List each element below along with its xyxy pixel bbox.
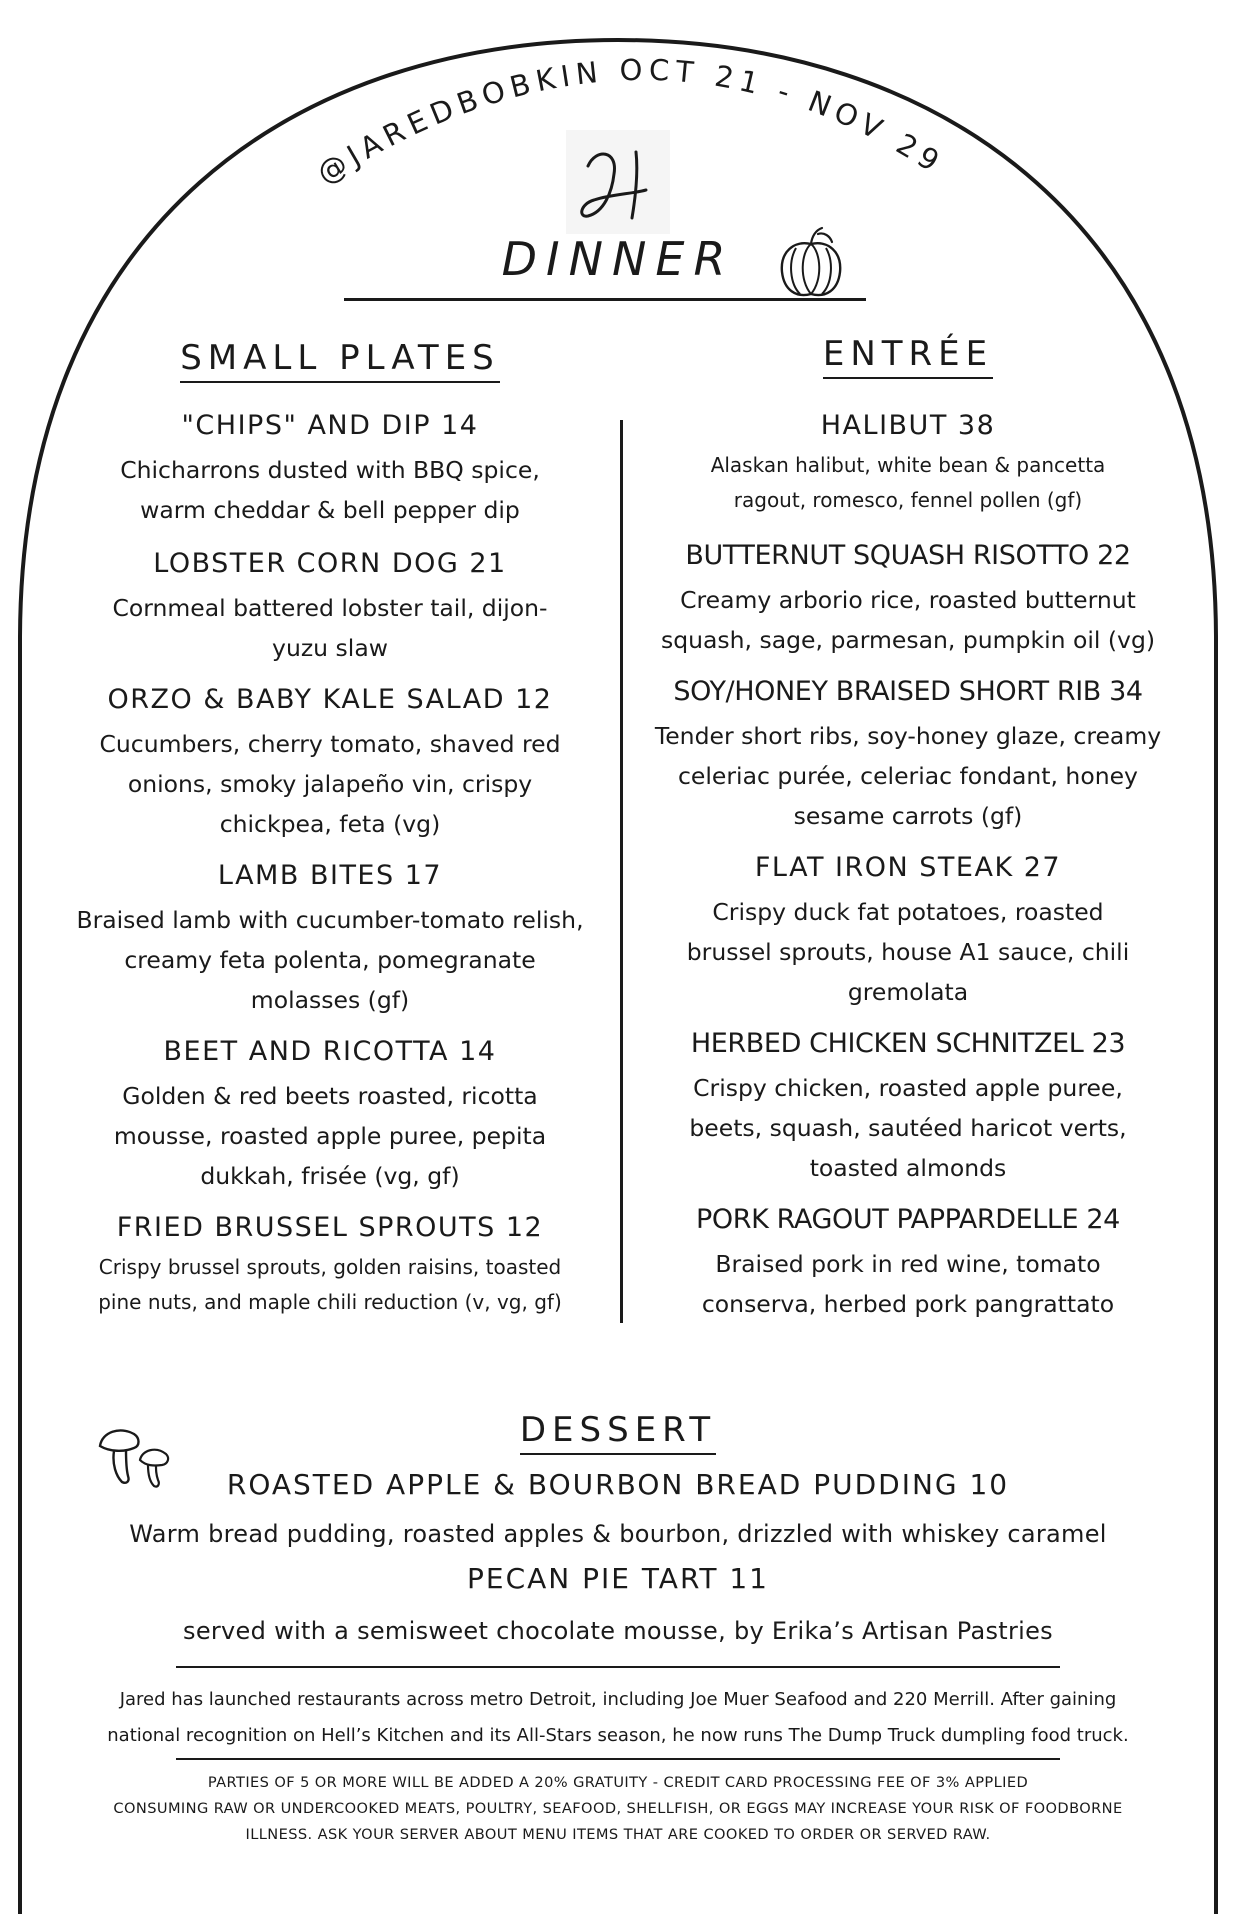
description-line: Crispy brussel sprouts, golden raisins, toasted	[98, 1255, 562, 1279]
menu-item	[50, 858, 610, 1020]
menu-item	[630, 674, 1186, 836]
description-line: dukkah, frisée (vg, gf)	[200, 1162, 460, 1190]
menu-item	[630, 1026, 1186, 1188]
description-line: molasses (gf)	[250, 986, 410, 1014]
item-name: SOY/HONEY BRAISED SHORT RIB 34	[673, 676, 1143, 707]
description-line: Cornmeal battered lobster tail, dijon-	[112, 594, 548, 622]
item-description	[630, 892, 1186, 1012]
description-line: Creamy arborio rice, roasted butternut	[680, 586, 1136, 614]
item-description	[630, 448, 1186, 518]
description-line: toasted almonds	[809, 1154, 1007, 1182]
dessert-heading	[0, 1410, 1236, 1450]
item-name: FRIED BRUSSEL SPROUTS 12	[116, 1212, 544, 1243]
bio-bottom-rule	[176, 1758, 1060, 1760]
description-line: yuzu slaw	[272, 634, 388, 662]
menu-item	[50, 682, 610, 844]
description-line: sesame carrots (gf)	[793, 802, 1023, 830]
small-plates-heading	[50, 338, 630, 378]
description-line: Alaskan halibut, white bean & pancetta	[710, 453, 1106, 477]
item-description	[50, 1076, 610, 1196]
item-name: BUTTERNUT SQUASH RISOTTO 22	[685, 540, 1131, 571]
handle-dates-text: @JAREDBOBKIN OCT 21 - NOV 29	[310, 52, 951, 191]
item-description	[50, 588, 610, 668]
menu-item	[50, 1034, 610, 1196]
item-description	[630, 1244, 1186, 1324]
item-description	[50, 1250, 610, 1320]
description-line: warm cheddar & bell pepper dip	[140, 496, 520, 524]
menu-item	[630, 408, 1186, 518]
bio-line: Jared has launched restaurants across metro Detroit, including Joe Muer Seafood and 220 Merrill. After gaining	[119, 1689, 1117, 1710]
small-plates-list	[50, 408, 610, 1320]
logo-mark-icon	[566, 130, 670, 234]
item-name: BEET AND RICOTTA 14	[163, 1036, 497, 1067]
item-name: FLAT IRON STEAK 27	[754, 852, 1062, 883]
fine-print-line: PARTIES OF 5 OR MORE WILL BE ADDED A 20% GRATUITY - CREDIT CARD PROCESSING FEE OF 3% APPLIED	[207, 1774, 1029, 1791]
small-plates-heading-text: SMALL PLATES	[180, 338, 500, 383]
entree-heading-text: ENTRÉE	[823, 334, 993, 379]
description-line: celeriac purée, celeriac fondant, honey	[678, 762, 1138, 790]
description-line: mousse, roasted apple puree, pepita	[113, 1122, 547, 1150]
fine-print-line: ILLNESS. ASK YOUR SERVER ABOUT MENU ITEMS THAT ARE COOKED TO ORDER OR SERVED RAW.	[245, 1826, 991, 1843]
fine-print	[50, 1770, 1186, 1848]
dessert-heading-text: DESSERT	[520, 1410, 716, 1455]
description-line: Braised lamb with cucumber-tomato relish,	[76, 906, 584, 934]
dessert-item	[70, 1468, 1166, 1501]
description-line: ragout, romesco, fennel pollen (gf)	[733, 488, 1083, 512]
description-line: chickpea, feta (vg)	[219, 810, 441, 838]
entree-list	[630, 408, 1186, 1324]
chef-bio	[60, 1682, 1176, 1754]
menu-item	[50, 1210, 610, 1320]
item-description	[50, 900, 610, 1020]
dinner-title: DINNER	[501, 232, 735, 286]
pumpkin-icon	[774, 222, 848, 302]
item-description	[50, 450, 610, 530]
description-line: conserva, herbed pork pangrattato	[701, 1290, 1115, 1318]
description-line: gremolata	[847, 978, 969, 1006]
description-line: Golden & red beets roasted, ricotta	[122, 1082, 538, 1110]
item-name: PORK RAGOUT PAPPARDELLE 24	[696, 1204, 1120, 1235]
item-name: HALIBUT 38	[820, 410, 996, 441]
dessert-item-description	[70, 1520, 1166, 1548]
description-line: Tender short ribs, soy-honey glaze, creamy	[654, 722, 1162, 750]
menu-item	[630, 850, 1186, 1012]
title-underline	[344, 298, 866, 301]
item-name: ROASTED APPLE & BOURBON BREAD PUDDING 10	[226, 1468, 1010, 1501]
menu-item	[630, 538, 1186, 660]
bio-line: national recognition on Hell’s Kitchen and its All-Stars season, he now runs The Dump Truck dumpling food truck.	[107, 1725, 1129, 1746]
description-line: Cucumbers, cherry tomato, shaved red	[99, 730, 561, 758]
description-line: pine nuts, and maple chili reduction (v, vg, gf)	[98, 1290, 562, 1314]
item-name: PECAN PIE TART 11	[467, 1562, 769, 1595]
item-description: Warm bread pudding, roasted apples & bourbon, drizzled with whiskey caramel	[129, 1520, 1107, 1548]
item-description	[630, 1068, 1186, 1188]
description-line: Crispy chicken, roasted apple puree,	[693, 1074, 1123, 1102]
description-line: creamy feta polenta, pomegranate	[124, 946, 536, 974]
menu-item	[50, 408, 610, 530]
item-description	[630, 716, 1186, 836]
bio-top-rule	[176, 1666, 1060, 1668]
item-name: LAMB BITES 17	[217, 860, 443, 891]
menu-item	[630, 1202, 1186, 1324]
menu-item	[50, 546, 610, 668]
column-divider	[620, 420, 623, 1323]
fine-print-line: CONSUMING RAW OR UNDERCOOKED MEATS, POULTRY, SEAFOOD, SHELLFISH, OR EGGS MAY INCREASE YOUR RISK OF FOODBORNE	[113, 1800, 1123, 1817]
item-name: "CHIPS" AND DIP 14	[181, 410, 479, 441]
item-name: HERBED CHICKEN SCHNITZEL 23	[690, 1028, 1126, 1059]
entree-heading	[628, 334, 1188, 374]
description-line: onions, smoky jalapeño vin, crispy	[127, 770, 533, 798]
description-line: Braised pork in red wine, tomato	[715, 1250, 1101, 1278]
item-description	[630, 580, 1186, 660]
description-line: squash, sage, parmesan, pumpkin oil (vg)	[660, 626, 1156, 654]
item-name: LOBSTER CORN DOG 21	[153, 548, 507, 579]
description-line: brussel sprouts, house A1 sauce, chili	[686, 938, 1130, 966]
logo-h	[566, 130, 670, 234]
item-name: ORZO & BABY KALE SALAD 12	[107, 684, 553, 715]
item-description: served with a semisweet chocolate mousse, by Erika’s Artisan Pastries	[183, 1617, 1053, 1645]
dessert-item-description	[70, 1617, 1166, 1645]
dessert-item	[70, 1562, 1166, 1595]
description-line: Chicharrons dusted with BBQ spice,	[120, 456, 540, 484]
description-line: beets, squash, sautéed haricot verts,	[689, 1114, 1127, 1142]
item-description	[50, 724, 610, 844]
description-line: Crispy duck fat potatoes, roasted	[712, 898, 1104, 926]
